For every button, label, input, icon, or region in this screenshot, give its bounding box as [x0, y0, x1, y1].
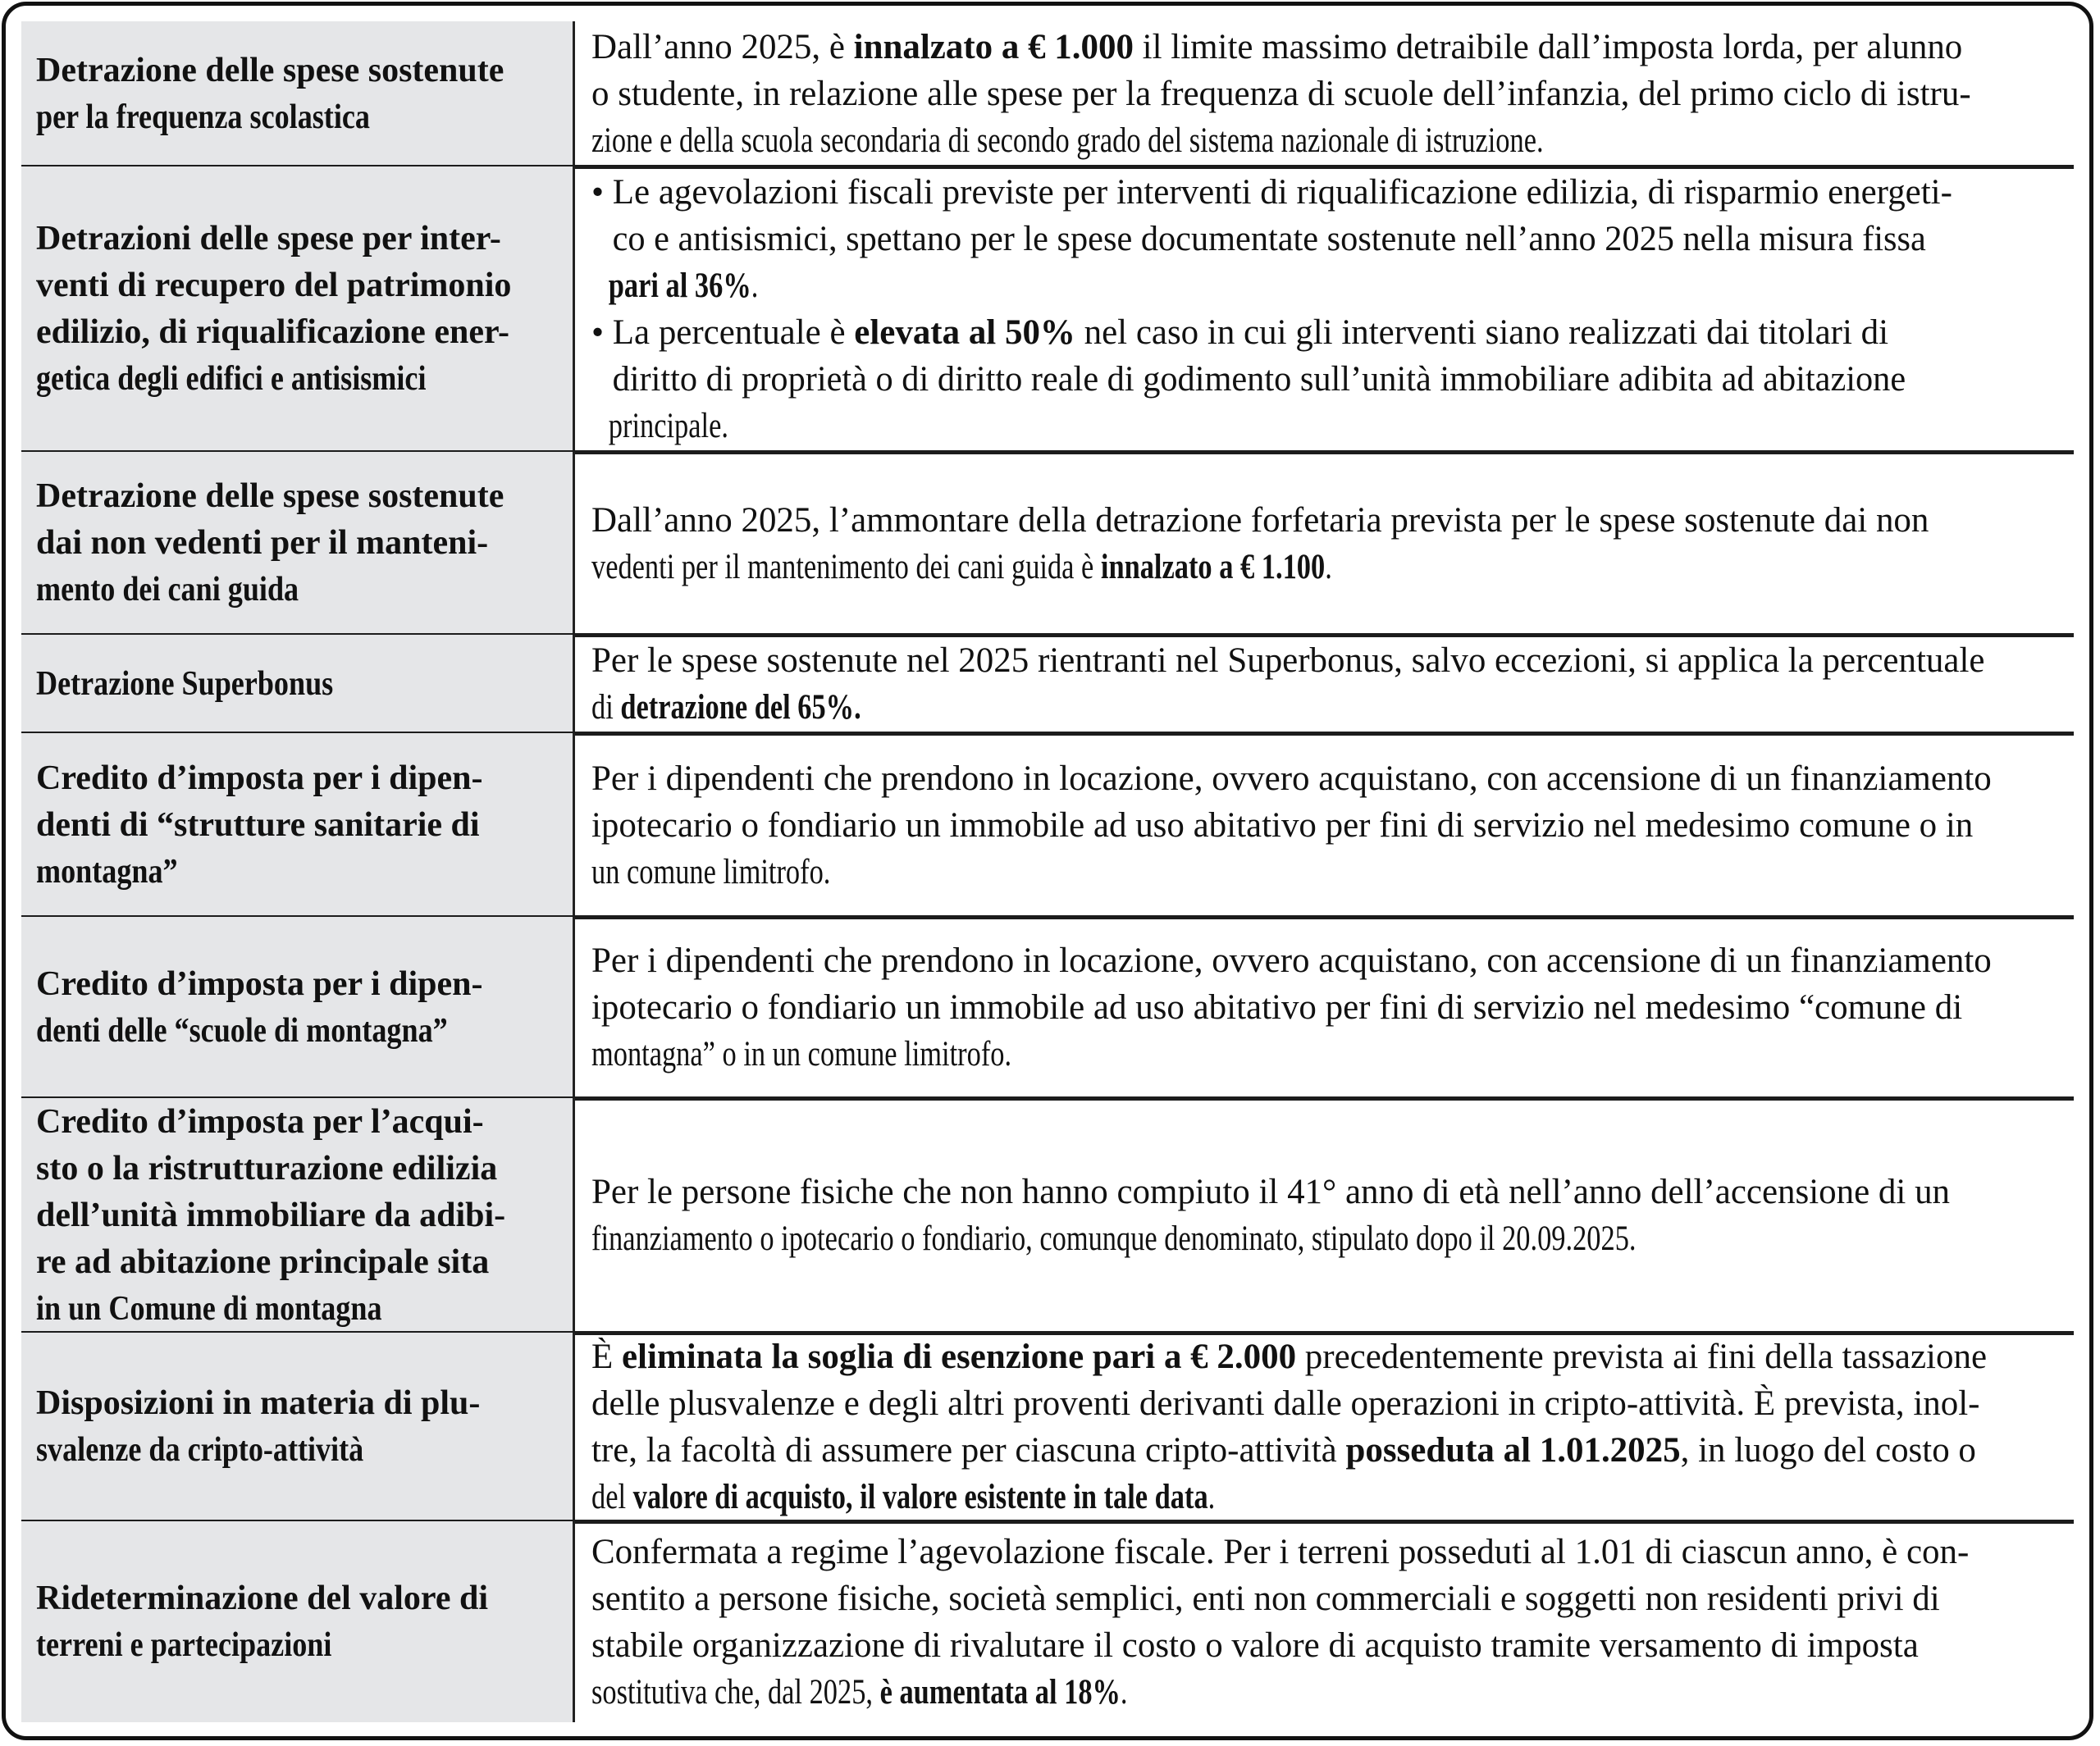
description-line — [591, 356, 2051, 403]
measure-description-cell — [575, 166, 2074, 452]
measure-description-cell — [575, 21, 2074, 166]
body-text: un comune limitrofo. — [591, 852, 831, 891]
body-text: Per i dipendenti che prendono in locazione, ovvero acquistano, con accensione di un finanziamento — [591, 941, 1992, 980]
body-text: , in luogo del costo o — [1680, 1431, 1976, 1470]
body-text: Dall’anno 2025, è — [591, 28, 854, 66]
description-line — [591, 1031, 1778, 1078]
measure-title-line: Credito d’imposta per l’acqui- — [36, 1102, 484, 1141]
body-text: . — [1208, 1478, 1216, 1516]
measure-title-cell — [21, 733, 573, 917]
description-line — [591, 684, 1778, 731]
body-text: È — [591, 1338, 622, 1376]
description-line — [591, 216, 2051, 262]
measure-title-line: Detrazioni delle spese per inter- — [36, 220, 501, 258]
description-line — [591, 637, 2072, 684]
body-text: tre, la facoltà di assumere per ciascuna cripto-attività — [591, 1431, 1346, 1470]
table-row — [21, 1098, 2074, 1333]
measure-title-line: venti di recupero del patrimonio — [36, 267, 512, 304]
description-line — [591, 1529, 2072, 1575]
emphasis-text: è aumentata al 18% — [879, 1672, 1121, 1712]
table-row — [21, 733, 2074, 917]
table-row — [21, 166, 2074, 452]
body-text: . — [751, 267, 759, 305]
measure-title-cell — [21, 917, 573, 1098]
body-text: • La percentuale è — [591, 313, 855, 352]
body-text: Per le spese sostenute nel 2025 rientranti nel Superbonus, salvo eccezioni, si applica la percentuale — [591, 641, 1985, 680]
measure-title-cell — [21, 166, 573, 452]
table-row — [21, 452, 2074, 635]
body-text: di — [591, 688, 621, 727]
description-line — [591, 71, 2072, 117]
description-line — [591, 403, 1778, 449]
emphasis-text: innalzato a € 1.000 — [853, 28, 1134, 66]
body-text: Confermata a regime l’agevolazione fiscale. Per i terreni posseduti al 1.01 di ciascun anno, è con- — [591, 1532, 1970, 1571]
measure-title-line: edilizio, di riqualificazione ener- — [36, 313, 510, 351]
body-text: diritto di proprietà o di diritto reale di godimento sull’unità immobiliare adibita ad abitazione — [612, 360, 1906, 399]
body-text: montagna” o in un comune limitrofo. — [591, 1035, 1012, 1074]
emphasis-text: elevata al 50% — [854, 313, 1075, 352]
description-line — [591, 1333, 2072, 1380]
body-text: Dall’anno 2025, l’ammontare della detrazione forfetaria prevista per le spese sostenute dai non — [591, 500, 1929, 540]
measure-description-cell — [575, 917, 2074, 1098]
description-line — [591, 497, 2072, 544]
measure-title-cell — [21, 452, 573, 635]
body-text: o studente, in relazione alle spese per la frequenza di scuole dell’infanzia, del primo ciclo di istru- — [591, 75, 1971, 113]
description-line — [591, 1575, 2072, 1622]
body-text: . — [1120, 1672, 1128, 1712]
description-line — [591, 1427, 2072, 1474]
body-text: finanziamento o ipotecario o fondiario, comunque denominato, stipulato dopo il 20.09.2025. — [591, 1219, 1637, 1258]
body-text: co e antisismici, spettano per le spese documentate sostenute nell’anno 2025 nella misura fissa — [612, 220, 1926, 258]
measure-title-line: denti di “strutture sanitarie di — [36, 805, 480, 844]
table-row — [21, 635, 2074, 733]
measure-title-line: getica degli edifici e antisismici — [36, 360, 427, 398]
measure-title-line: svalenze da cripto-attività — [36, 1431, 364, 1469]
measure-title-line: per la frequenza scolastica — [36, 98, 370, 136]
description-line — [591, 755, 2072, 802]
body-text: . — [1325, 547, 1332, 586]
description-line — [591, 169, 2072, 216]
body-text: • Le agevolazioni fiscali previste per interventi di riqualificazione edilizia, di risparmio energeti- — [591, 173, 1952, 212]
body-text: delle plusvalenze e degli altri proventi derivanti dalle operazioni in cripto-attività. È prevista, inol- — [591, 1384, 1980, 1423]
measure-title-line: Disposizioni in materia di plu- — [36, 1384, 481, 1422]
measure-title-line: Detrazione delle spese sostenute — [36, 477, 504, 515]
measure-title-cell — [21, 635, 573, 733]
measure-title-line: Detrazione delle spese sostenute — [36, 51, 504, 89]
measure-title-line: Detrazione Superbonus — [36, 664, 334, 703]
measure-title-line: Credito d’imposta per i dipen- — [36, 964, 483, 1003]
body-text: ipotecario o fondiario un immobile ad uso abitativo per fini di servizio nel medesimo comune o in — [591, 805, 1974, 845]
body-text: Per i dipendenti che prendono in locazione, ovvero acquistano, con accensione di un finanziamento — [591, 759, 1992, 798]
measure-title-line: Rideterminazione del valore di — [36, 1579, 488, 1617]
table-row — [21, 1521, 2074, 1722]
measure-description-cell — [575, 635, 2074, 733]
emphasis-text: eliminata la soglia di esenzione pari a € 2.000 — [621, 1338, 1297, 1376]
description-line — [591, 117, 1778, 164]
measure-title-line: montagna” — [36, 852, 178, 891]
emphasis-text: posseduta al 1.01.2025 — [1345, 1431, 1681, 1470]
description-line — [591, 849, 1778, 896]
table-row — [21, 917, 2074, 1098]
body-text: principale. — [608, 407, 728, 445]
emphasis-text: innalzato a € 1.100 — [1100, 547, 1326, 586]
measure-title-line: Credito d’imposta per i dipen- — [36, 759, 483, 797]
measure-title-line: dell’unità immobiliare da adibi- — [36, 1196, 506, 1234]
description-line — [591, 262, 1778, 309]
description-line — [591, 802, 2072, 849]
measure-title-line: in un Comune di montagna — [36, 1289, 382, 1328]
body-text: del — [591, 1478, 633, 1516]
description-line — [591, 1169, 2072, 1215]
body-text: ipotecario o fondiario un immobile ad uso abitativo per fini di servizio nel medesimo “comune di — [591, 988, 1963, 1027]
measure-title-line: re ad abitazione principale sita — [36, 1242, 490, 1281]
description-line — [591, 24, 2072, 71]
measure-title-cell — [21, 1521, 573, 1722]
measure-description-cell — [575, 1098, 2074, 1333]
description-line — [591, 1474, 1778, 1520]
measure-title-line: denti delle “scuole di montagna” — [36, 1011, 448, 1050]
description-line — [591, 309, 2072, 356]
measure-title-cell — [21, 1098, 573, 1333]
emphasis-text: valore di acquisto, il valore esistente in tale data — [632, 1478, 1208, 1516]
description-line — [591, 984, 2072, 1031]
measure-description-cell — [575, 1521, 2074, 1722]
body-text: sentito a persone fisiche, società semplici, enti non commerciali e soggetti non residenti privi di — [591, 1579, 1940, 1618]
table-row — [21, 1333, 2074, 1521]
measure-title-cell — [21, 21, 573, 166]
body-text: sostitutiva che, dal 2025, — [591, 1672, 880, 1712]
measure-description-cell — [575, 452, 2074, 635]
body-text: nel caso in cui gli interventi siano realizzati dai titolari di — [1075, 313, 1889, 352]
body-text: Per le persone fisiche che non hanno compiuto il 41° anno di età nell’anno dell’accensione di un — [591, 1173, 1951, 1211]
description-line — [591, 937, 2072, 984]
description-line — [591, 1215, 1778, 1262]
body-text: precedentemente prevista ai fini della tassazione — [1296, 1338, 1988, 1376]
description-line — [591, 1622, 2072, 1669]
measure-title-line: mento dei cani guida — [36, 571, 299, 609]
description-line — [591, 1669, 1778, 1716]
body-text: il limite massimo detraibile dall’imposta lorda, per alunno — [1133, 28, 1963, 66]
measure-title-line: dai non vedenti per il manteni- — [36, 524, 489, 562]
body-text: zione e della scuola secondaria di secondo grado del sistema nazionale di istruzione. — [591, 121, 1544, 160]
body-text: vedenti per il mantenimento dei cani guida è — [591, 547, 1101, 586]
measure-title-line: terreni e partecipazioni — [36, 1625, 332, 1664]
emphasis-text: detrazione del 65%. — [620, 688, 861, 727]
measure-description-cell — [575, 1333, 2074, 1521]
measure-description-cell — [575, 733, 2074, 917]
emphasis-text: pari al 36% — [608, 267, 751, 305]
measure-title-line: sto o la ristrutturazione edilizia — [36, 1149, 498, 1188]
measure-title-cell — [21, 1333, 573, 1521]
description-line — [591, 544, 1778, 590]
body-text: stabile organizzazione di rivalutare il costo o valore di acquisto tramite versamento di imposta — [591, 1625, 1919, 1665]
description-line — [591, 1380, 2072, 1427]
table-row — [21, 21, 2074, 166]
